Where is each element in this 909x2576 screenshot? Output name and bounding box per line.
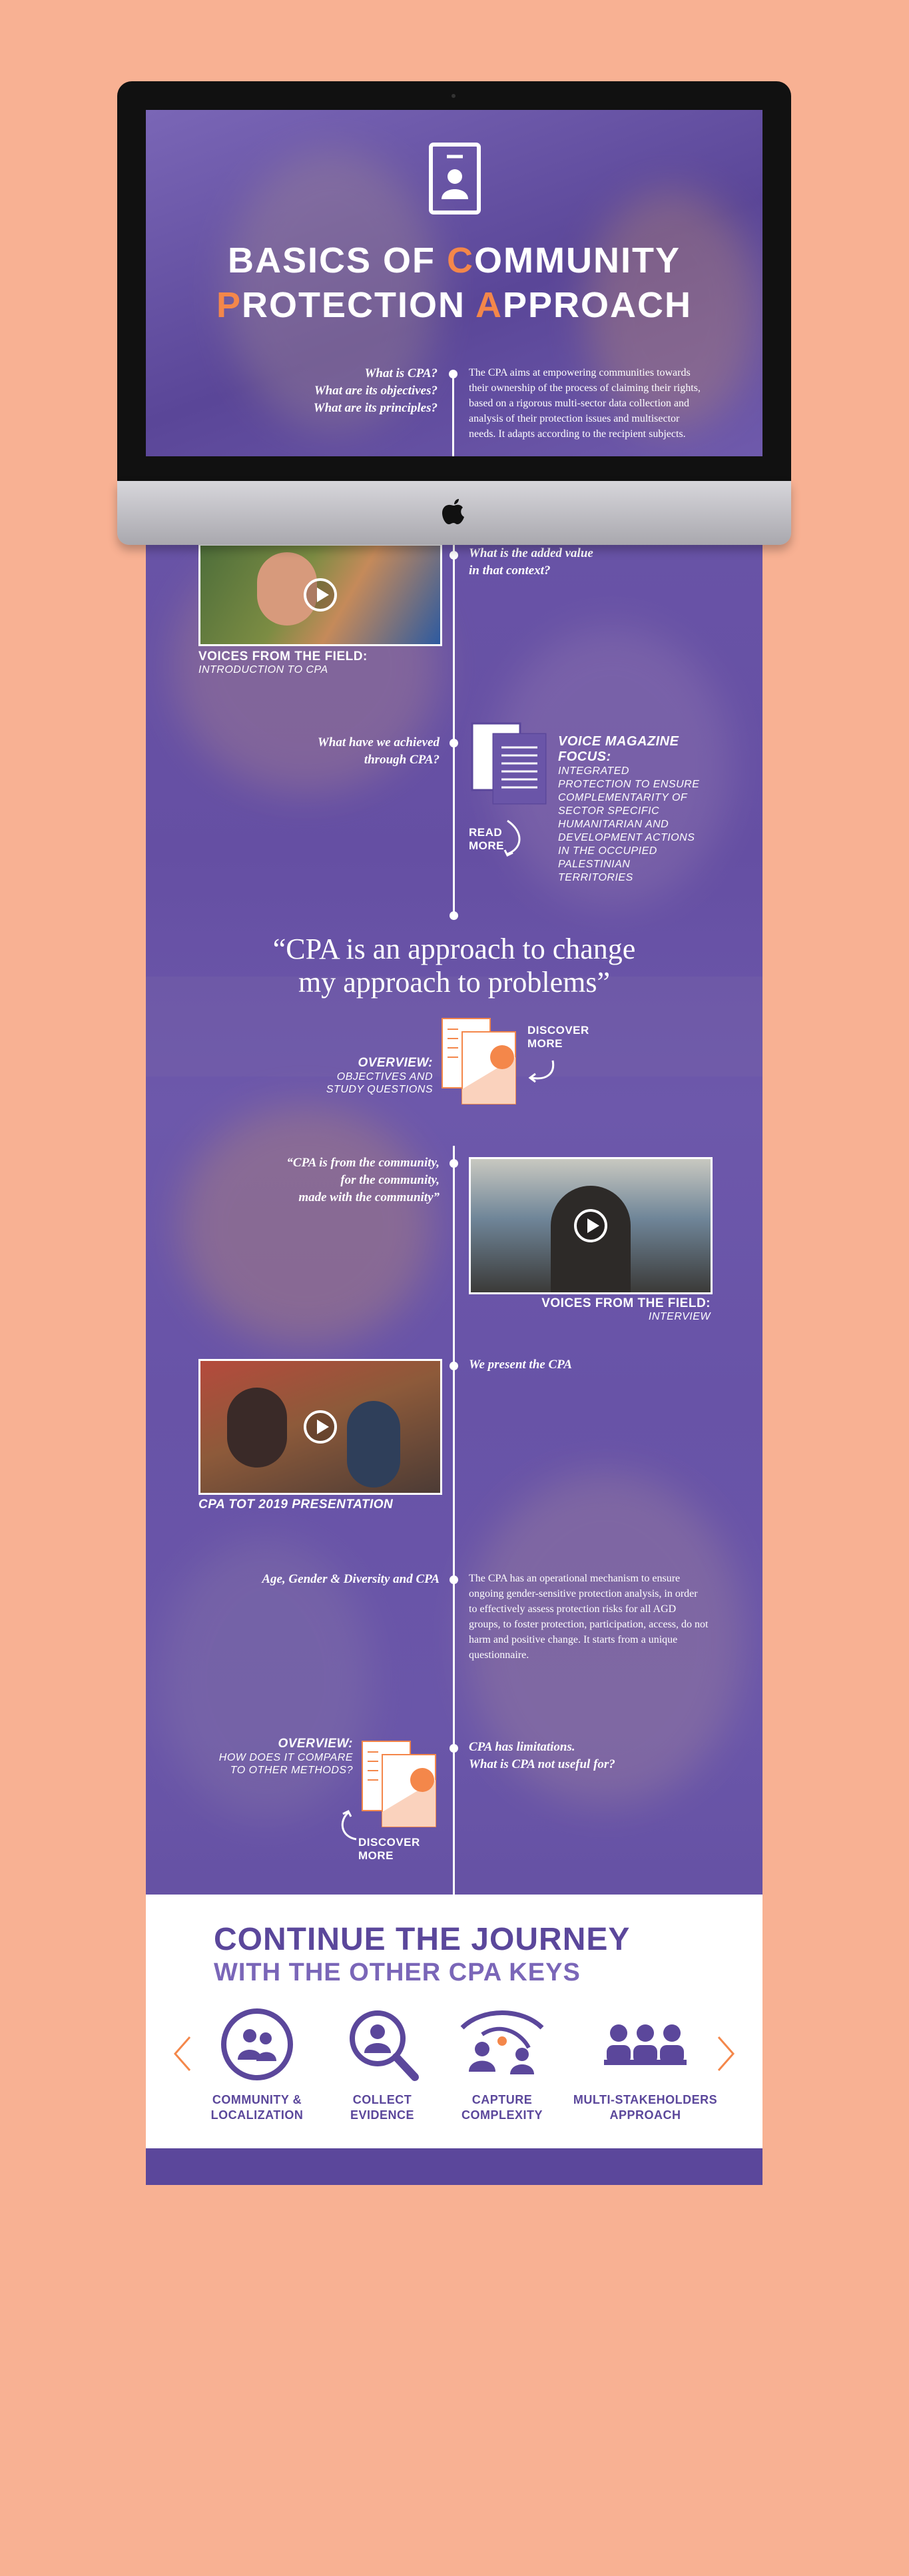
timeline-dot (450, 1159, 458, 1168)
timeline-dot (450, 1744, 458, 1753)
play-icon[interactable] (574, 1209, 607, 1242)
overview-objectives-caption: OVERVIEW: OBJECTIVES AND STUDY QUESTIONS (326, 1056, 433, 1095)
key-capture-complexity[interactable]: CAPTURE COMPLEXITY (446, 2008, 559, 2123)
read-more-link[interactable]: READ MORE (469, 826, 504, 852)
curved-arrow-icon (503, 818, 523, 858)
curved-arrow-icon (526, 1058, 559, 1084)
network-people-icon (455, 2008, 549, 2081)
journey-subtitle: WITH THE OTHER CPA KEYS (214, 1958, 581, 1986)
hero-questions: What is CPA? What are its objectives? What are its principles? (313, 366, 438, 415)
limitations-question: CPA has limitations. What is CPA not useful for? (469, 1740, 615, 1771)
timeline-dot (450, 1362, 458, 1370)
journey-title: CONTINUE THE JOURNEY (214, 1922, 631, 1957)
document-overview-icon[interactable] (440, 1016, 519, 1109)
play-icon[interactable] (304, 1410, 337, 1444)
play-icon[interactable] (304, 578, 337, 612)
person-silhouette (347, 1401, 400, 1488)
document-overview-icon[interactable] (360, 1739, 440, 1832)
discover-more-link[interactable]: DISCOVER MORE (527, 1024, 589, 1050)
magazine-focus: VOICE MAGAZINE FOCUS: INTEGRATED PROTECTION TO ENSURE COMPLEMENTARITY OF SECTOR SPECIFIC HUMANITARIAN AND DEVELOPMENT ACTIONS IN THE OCCUPIED PALESTINIAN TERRITORIES (558, 734, 700, 883)
magazine-icon[interactable] (469, 721, 551, 814)
video-tot-thumbnail[interactable] (198, 1359, 442, 1495)
achieved-question: What have we achieved through CPA? (317, 735, 440, 767)
timeline-dot (450, 739, 458, 747)
key-multi-stakeholders[interactable]: MULTI-STAKEHOLDERS APPROACH (569, 2008, 722, 2123)
group-icon (599, 2008, 692, 2081)
agd-description: The CPA has an operational mechanism to ensure ongoing gender-sensitive protection analysis, in order to effectively assess protection risks for all AGD groups, to foster protection, participation, access, do not harm and positive change. It starts from a unique questionnaire. (469, 1573, 709, 1661)
timeline-dot (450, 911, 458, 920)
added-value-question: What is the added value in that context? (469, 546, 593, 578)
id-card-icon (428, 142, 481, 215)
magnifier-person-icon (346, 2008, 419, 2081)
hero-title-line2: PROTECTION APPROACH (216, 285, 693, 325)
person-silhouette (227, 1388, 287, 1468)
footer-bar (146, 2148, 762, 2185)
hero-intro-text: The CPA aims at empowering communities towards their ownership of the process of claiming their rights, based on a rigorous multi-sector data collection and analysis of their protection issues and multisector needs. It adapts according to the recipient subjects. (469, 367, 701, 440)
hero-title-line1: BASICS OF COMMUNITY (228, 240, 681, 280)
video-intro-caption: VOICES FROM THE FIELD: INTRODUCTION TO CPA (198, 649, 368, 675)
overview-compare-caption: OVERVIEW: HOW DOES IT COMPARE TO OTHER METHODS? (218, 1737, 353, 1776)
key-collect-evidence[interactable]: COLLECT EVIDENCE (326, 2008, 439, 2123)
pull-quote: “CPA is an approach to change my approach to problems” (272, 933, 636, 999)
video-interview-thumbnail[interactable] (469, 1157, 713, 1294)
timeline-dot (450, 551, 458, 560)
tot-caption: CPA TOT 2019 PRESENTATION (198, 1498, 394, 1511)
photo-backdrop (179, 1106, 432, 1346)
key-community-localization[interactable]: COMMUNITY & LOCALIZATION (200, 2008, 314, 2123)
discover-more-link-2[interactable]: DISCOVER MORE (358, 1836, 420, 1862)
video-interview-caption: VOICES FROM THE FIELD: INTERVIEW (541, 1296, 711, 1322)
community-quote: “CPA is from the community, for the community, made with the community” (286, 1156, 440, 1204)
video-intro-thumbnail[interactable] (198, 544, 442, 646)
camera-icon (452, 94, 455, 98)
apple-logo-icon (441, 496, 467, 526)
monitor-screen (146, 110, 762, 456)
present-cpa-label: We present the CPA (469, 1358, 572, 1372)
timeline-dot (450, 1575, 458, 1584)
chevron-left-icon[interactable] (172, 2036, 192, 2072)
agd-label: Age, Gender & Diversity and CPA (262, 1572, 440, 1586)
community-icon (220, 2008, 294, 2081)
timeline-line (453, 1146, 455, 1912)
continue-journey-panel (146, 1895, 762, 2185)
timeline-line (452, 374, 454, 456)
